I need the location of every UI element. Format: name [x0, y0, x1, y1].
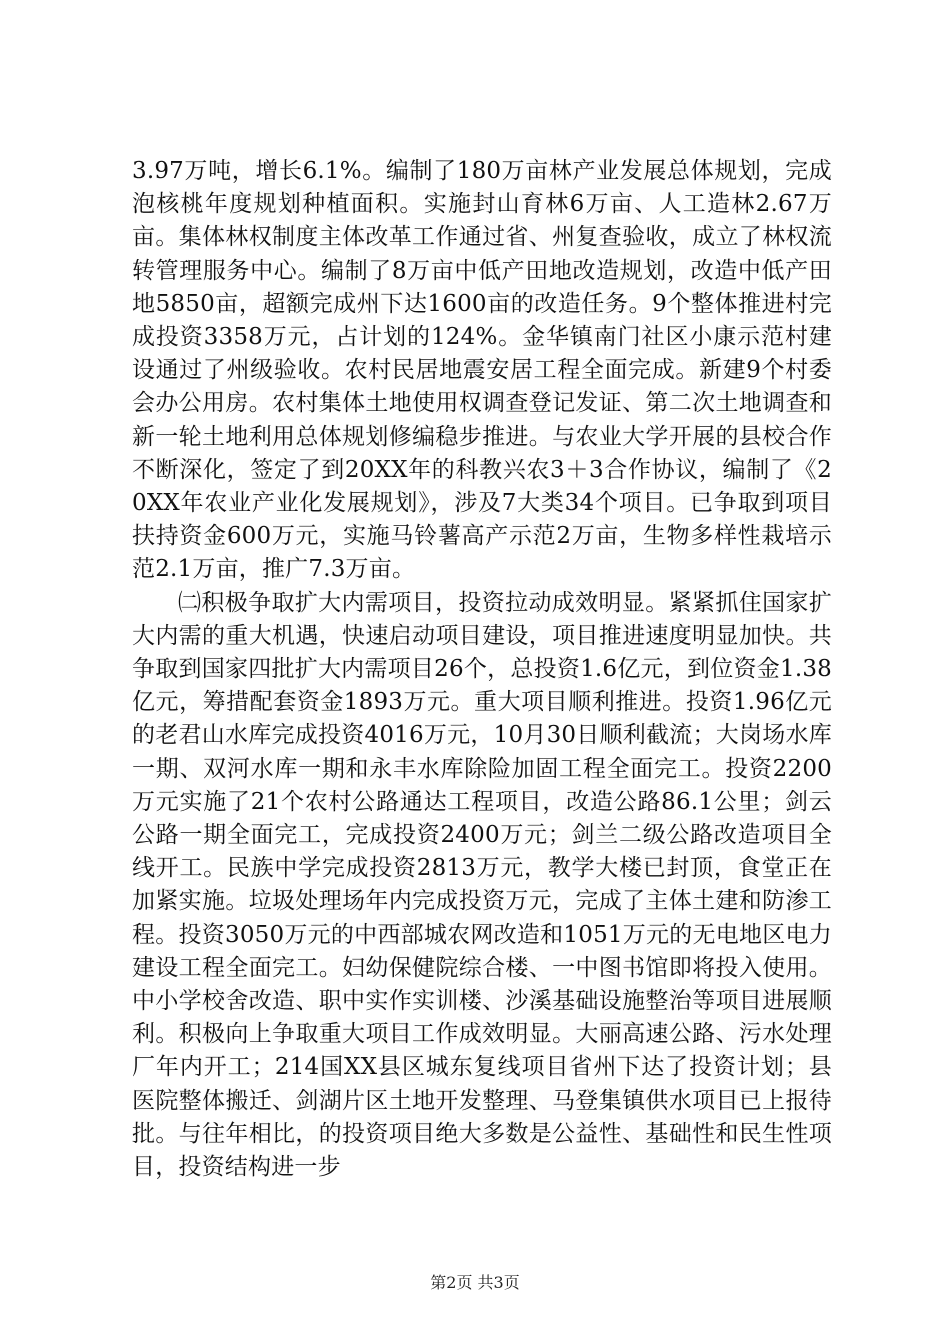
paragraph-1: 3.97万吨，增长6.1%。编制了180万亩林产业发展总体规划，完成泡核桃年度规划种植面积。实施封山育林6万亩、人工造林2.67万亩。集体林权制度主体改革工作通过省、州复查验收，成立了林权流转管理服务中心。编制了8万亩中低产田地改造规划，改造中低产田地5850亩，超额完成州下达1600亩的改造任务。9个整体推进村完成投资3358万元，占计划的124%。金华镇南门社区小康示范村建设通过了州级验收。农村民居地震安居工程全面完成。新建9个村委会办公用房。农村集体土地使用权调查登记发证、第二次土地调查和新一轮土地利用总体规划修编稳步推进。与农业大学开展的县校合作不断深化，签定了到20XX年的科教兴农3＋3合作协议，编制了《20XX年农业产业化发展规划》，涉及7大类34个项目。已争取到项目扶持资金600万元，实施马铃薯高产示范2万亩，生物多样性栽培示范2.1万亩，推广7.3万亩。	[132, 158, 832, 583]
page-footer: 第2页 共3页	[430, 1273, 520, 1292]
paragraph-2: ㈡积极争取扩大内需项目，投资拉动成效明显。紧紧抓住国家扩大内需的重大机遇，快速启动项目建设，项目推进速度明显加快。共争取到国家四批扩大内需项目26个，总投资1.6亿元，到位资金1.38亿元，筹措配套资金1893万元。重大项目顺利推进。投资1.96亿元的老君山水库完成投资4016万元，10月30日顺利截流；大岗场水库一期、双河水库一期和永丰水库除险加固工程全面完工。投资2200万元实施了21个农村公路通达工程项目，改造公路86.1公里；剑云公路一期全面完工，完成投资2400万元；剑兰二级公路改造项目全线开工。民族中学完成投资2813万元，教学大楼已封顶，食堂正在加紧实施。垃圾处理场年内完成投资万元，完成了主体土建和防渗工程。投资3050万元的中西部城农网改造和1051万元的无电地区电力建设工程全面完工。妇幼保健院综合楼、一中图书馆即将投入使用。中小学校舍改造、职中实作实训楼、沙溪基础设施整治等项目进展顺利。积极向上争取重大项目工作成效明显。大丽高速公路、污水处理厂年内开工；214国XX县区城东复线项目省州下达了投资计划；县医院整体搬迁、剑湖片区土地开发整理、马登集镇供水项目已上报待批。与往年相比，的投资项目绝大多数是公益性、基础性和民生性项目，投资结构进一步	[132, 589, 832, 1181]
document-body	[132, 155, 832, 1184]
